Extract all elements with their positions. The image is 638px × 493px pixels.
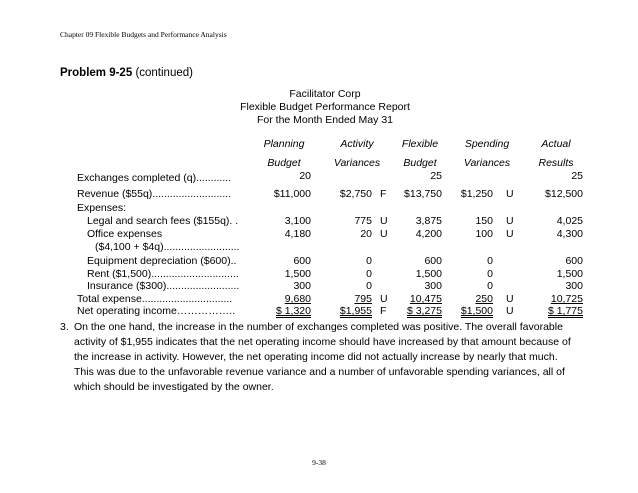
column-header-spending: Spending (464, 138, 510, 150)
row-label-expenses: Expenses: (77, 202, 127, 214)
row-label-legal: Legal and search fees ($155q). . (87, 215, 239, 227)
row-label-insurance: Insurance ($300)......................... (87, 280, 240, 292)
cell-net-spending-flag: U (506, 305, 514, 317)
cell-office-spending-flag: U (506, 228, 514, 240)
cell-net-spending: $1,500 (460, 305, 493, 317)
cell-depreciation-actual: 600 (565, 255, 583, 267)
cell-total-spending-flag: U (506, 293, 514, 305)
cell-legal-spending: 150 (475, 215, 493, 227)
cell-revenue-flexible: $13,750 (404, 188, 442, 200)
cell-legal-flexible: 3,875 (415, 215, 442, 227)
answer-paragraph (60, 320, 580, 395)
page-header: Chapter 09 Flexible Budgets and Performance Analysis (60, 30, 227, 39)
cell-legal-actual: 4,025 (556, 215, 583, 227)
cell-insurance-actual: 300 (565, 280, 583, 292)
cell-revenue-actual: $12,500 (545, 188, 583, 200)
column-header-activity: Activity (340, 138, 374, 150)
cell-legal-planning: 3,100 (284, 215, 311, 227)
column-header-flexible: Flexible (401, 138, 439, 150)
column-header-planning: Planning (263, 138, 305, 150)
cell-insurance-spending: 0 (487, 280, 493, 292)
cell-legal-activity-flag: U (380, 215, 388, 227)
cell-depreciation-planning: 600 (293, 255, 311, 267)
cell-depreciation-spending: 0 (487, 255, 493, 267)
cell-rent-planning: 1,500 (284, 268, 311, 280)
cell-net-activity-flag: F (380, 305, 387, 317)
report-title-block (200, 88, 450, 127)
cell-legal-spending-flag: U (506, 215, 514, 227)
cell-insurance-planning: 300 (293, 280, 311, 292)
cell-office-planning: 4,180 (284, 228, 311, 240)
cell-revenue-spending: $1,250 (460, 188, 493, 200)
column-header-actual: Actual (541, 138, 571, 150)
cell-rent-actual: 1,500 (556, 268, 583, 280)
cell-office-activity: 20 (360, 228, 372, 240)
cell-exchanges-planning: 20 (299, 170, 311, 182)
report-period: For the Month Ended May 31 (257, 114, 393, 126)
cell-exchanges-flexible: 25 (430, 170, 442, 182)
cell-total-spending: 250 (475, 293, 493, 305)
answer-text: On the one hand, the increase in the number of exchanges completed was positive. The overall favorable activity of $1,955 indicates that the net operating income should have increased by that amount because of the increase in activity. However, the net operating income did not actually increase by nearly that much. This was due to the unfavorable revenue variance and a number of unfavorable spending variances, all of which should be investigated by the owner. (74, 321, 571, 393)
cell-depreciation-flexible: 600 (424, 255, 442, 267)
company-name: Facilitator Corp (289, 88, 361, 100)
column-header-flexible-sub: Budget (403, 157, 437, 169)
row-label-office: Office expenses (87, 228, 163, 240)
cell-insurance-activity: 0 (366, 280, 372, 292)
row-label-rent: Rent ($1,500).............................. (87, 268, 239, 280)
cell-office-flexible: 4,200 (415, 228, 442, 240)
cell-total-actual: 10,725 (550, 293, 583, 305)
column-header-actual-sub: Results (538, 157, 574, 169)
cell-rent-flexible: 1,500 (415, 268, 442, 280)
row-label-total: Total expense............................... (77, 293, 233, 305)
cell-insurance-flexible: 300 (424, 280, 442, 292)
cell-office-activity-flag: U (380, 228, 388, 240)
row-label-depreciation: Equipment depreciation ($600).. (87, 255, 237, 267)
cell-exchanges-actual: 25 (571, 170, 583, 182)
cell-revenue-spending-flag: U (506, 188, 514, 200)
cell-depreciation-activity: 0 (366, 255, 372, 267)
cell-office-spending: 100 (475, 228, 493, 240)
cell-total-planning: 9,680 (284, 293, 311, 305)
column-header-planning-sub: Budget (267, 157, 301, 169)
cell-rent-spending: 0 (487, 268, 493, 280)
cell-total-flexible: 10,475 (409, 293, 442, 305)
cell-total-activity: 795 (354, 293, 372, 305)
column-header-spending-sub: Variances (463, 157, 511, 169)
row-label-net: Net operating income…………….. (77, 305, 236, 317)
cell-net-flexible: $ 3,275 (406, 305, 442, 317)
problem-note: (continued) (135, 67, 193, 79)
column-header-activity-sub: Variances (333, 157, 381, 169)
problem-heading (60, 67, 193, 79)
cell-net-actual: $ 1,775 (547, 305, 583, 317)
cell-net-planning: $ 1,320 (275, 305, 311, 317)
cell-revenue-planning: $11,000 (273, 188, 311, 200)
row-label-exchanges: Exchanges completed (q)............ (77, 172, 232, 184)
row-label-office-formula: ($4,100 + $4q).......................... (95, 241, 240, 253)
cell-net-activity: $1,955 (339, 305, 372, 317)
answer-number: 3. (60, 321, 69, 333)
cell-revenue-activity: $2,750 (339, 188, 372, 200)
cell-revenue-activity-flag: F (380, 188, 387, 200)
row-label-revenue: Revenue ($55q)........................... (77, 188, 232, 200)
page-number: 9-38 (312, 458, 326, 467)
report-title: Flexible Budget Performance Report (240, 101, 410, 113)
cell-office-actual: 4,300 (556, 228, 583, 240)
cell-legal-activity: 775 (354, 215, 372, 227)
cell-rent-activity: 0 (366, 268, 372, 280)
problem-title: Problem 9-25 (60, 67, 133, 79)
cell-total-activity-flag: U (380, 293, 388, 305)
